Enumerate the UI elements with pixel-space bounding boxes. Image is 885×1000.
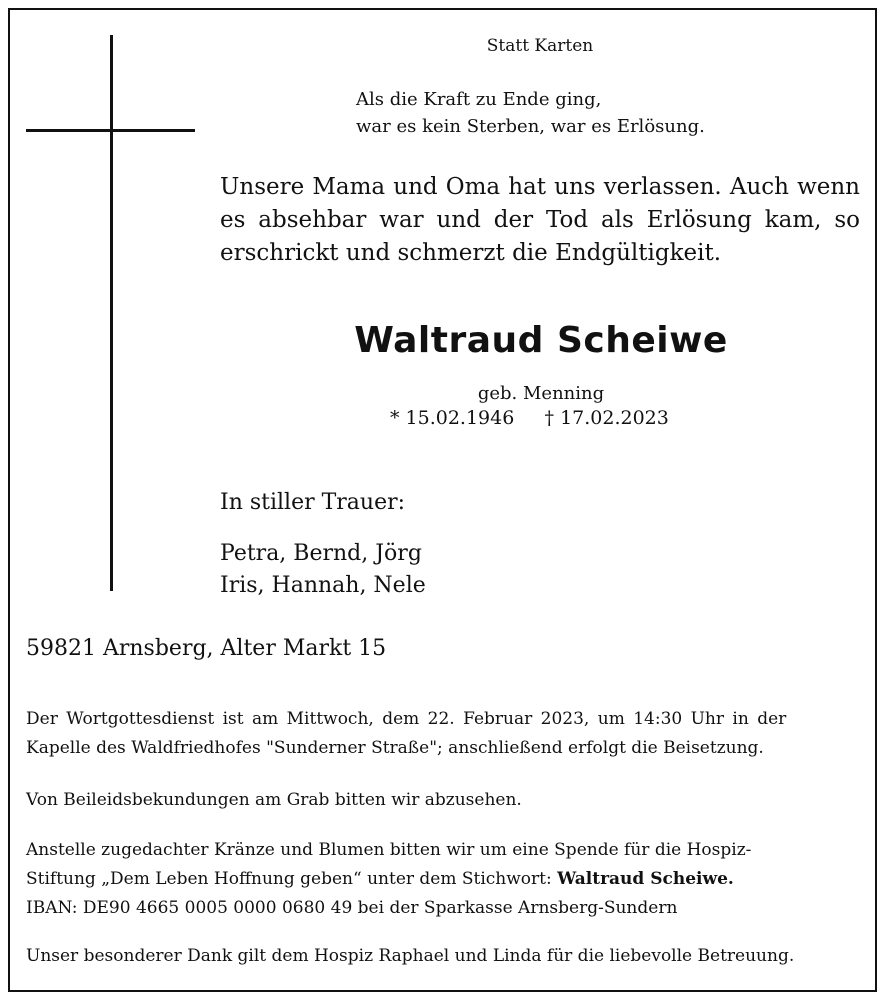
cross-icon-bar	[26, 129, 195, 132]
mourners-list	[220, 538, 426, 602]
intro-line: es absehbar war und der Tod als Erlösung kam, so	[220, 207, 860, 233]
donation-line	[26, 865, 858, 894]
intro-paragraph	[220, 171, 860, 270]
life-dates: * 15.02.1946 † 17.02.2023	[390, 407, 669, 429]
donation-info	[26, 836, 858, 923]
birth-name: geb. Menning	[477, 383, 605, 404]
condolence-note	[26, 786, 858, 815]
service-line: Kapelle des Waldfriedhofes "Sunderner Straße"; anschließend erfolgt die Beisetzung.	[26, 738, 764, 758]
mourning-heading: In stiller Trauer:	[220, 490, 406, 515]
deceased-name: Waltraud Scheiwe	[354, 320, 728, 361]
thanks-line: Unser besonderer Dank gilt dem Hospiz Raphael und Linda für die liebevolle Betreuung.	[26, 946, 795, 966]
service-info	[26, 705, 858, 763]
service-line: Der Wortgottesdienst ist am Mittwoch, dem 22. Februar 2023, um 14:30 Uhr in der	[26, 709, 787, 729]
intro-line: Unsere Mama und Oma hat uns verlassen. Auch wenn	[220, 174, 860, 200]
intro-line: erschrickt und schmerzt die Endgültigkeit.	[220, 240, 722, 266]
donation-line: Anstelle zugedachter Kränze und Blumen bitten wir um eine Spende für die Hospiz-	[26, 840, 752, 860]
motto-line: Als die Kraft zu Ende ging,	[356, 89, 602, 110]
iban-line: IBAN: DE90 4665 0005 0000 0680 49 bei der Sparkasse Arnsberg-Sundern	[26, 898, 678, 918]
mourners-line: Iris, Hannah, Nele	[220, 573, 426, 598]
motto-line: war es kein Sterben, war es Erlösung.	[356, 116, 705, 137]
condolence-line: Von Beileidsbekundungen am Grab bitten wir abzusehen.	[26, 790, 522, 810]
mourners-line: Petra, Bernd, Jörg	[220, 541, 422, 566]
family-address: 59821 Arnsberg, Alter Markt 15	[26, 636, 387, 661]
motto-verse	[356, 86, 705, 140]
donation-keyword: Waltraud Scheiwe.	[557, 869, 734, 889]
donation-text: Stiftung „Dem Leben Hoffnung geben“ unter dem Stichwort:	[26, 869, 558, 889]
obituary-frame	[8, 8, 877, 992]
thanks-note	[26, 942, 858, 971]
statt-karten-text: Statt Karten	[486, 36, 594, 56]
cross-icon	[110, 35, 113, 591]
